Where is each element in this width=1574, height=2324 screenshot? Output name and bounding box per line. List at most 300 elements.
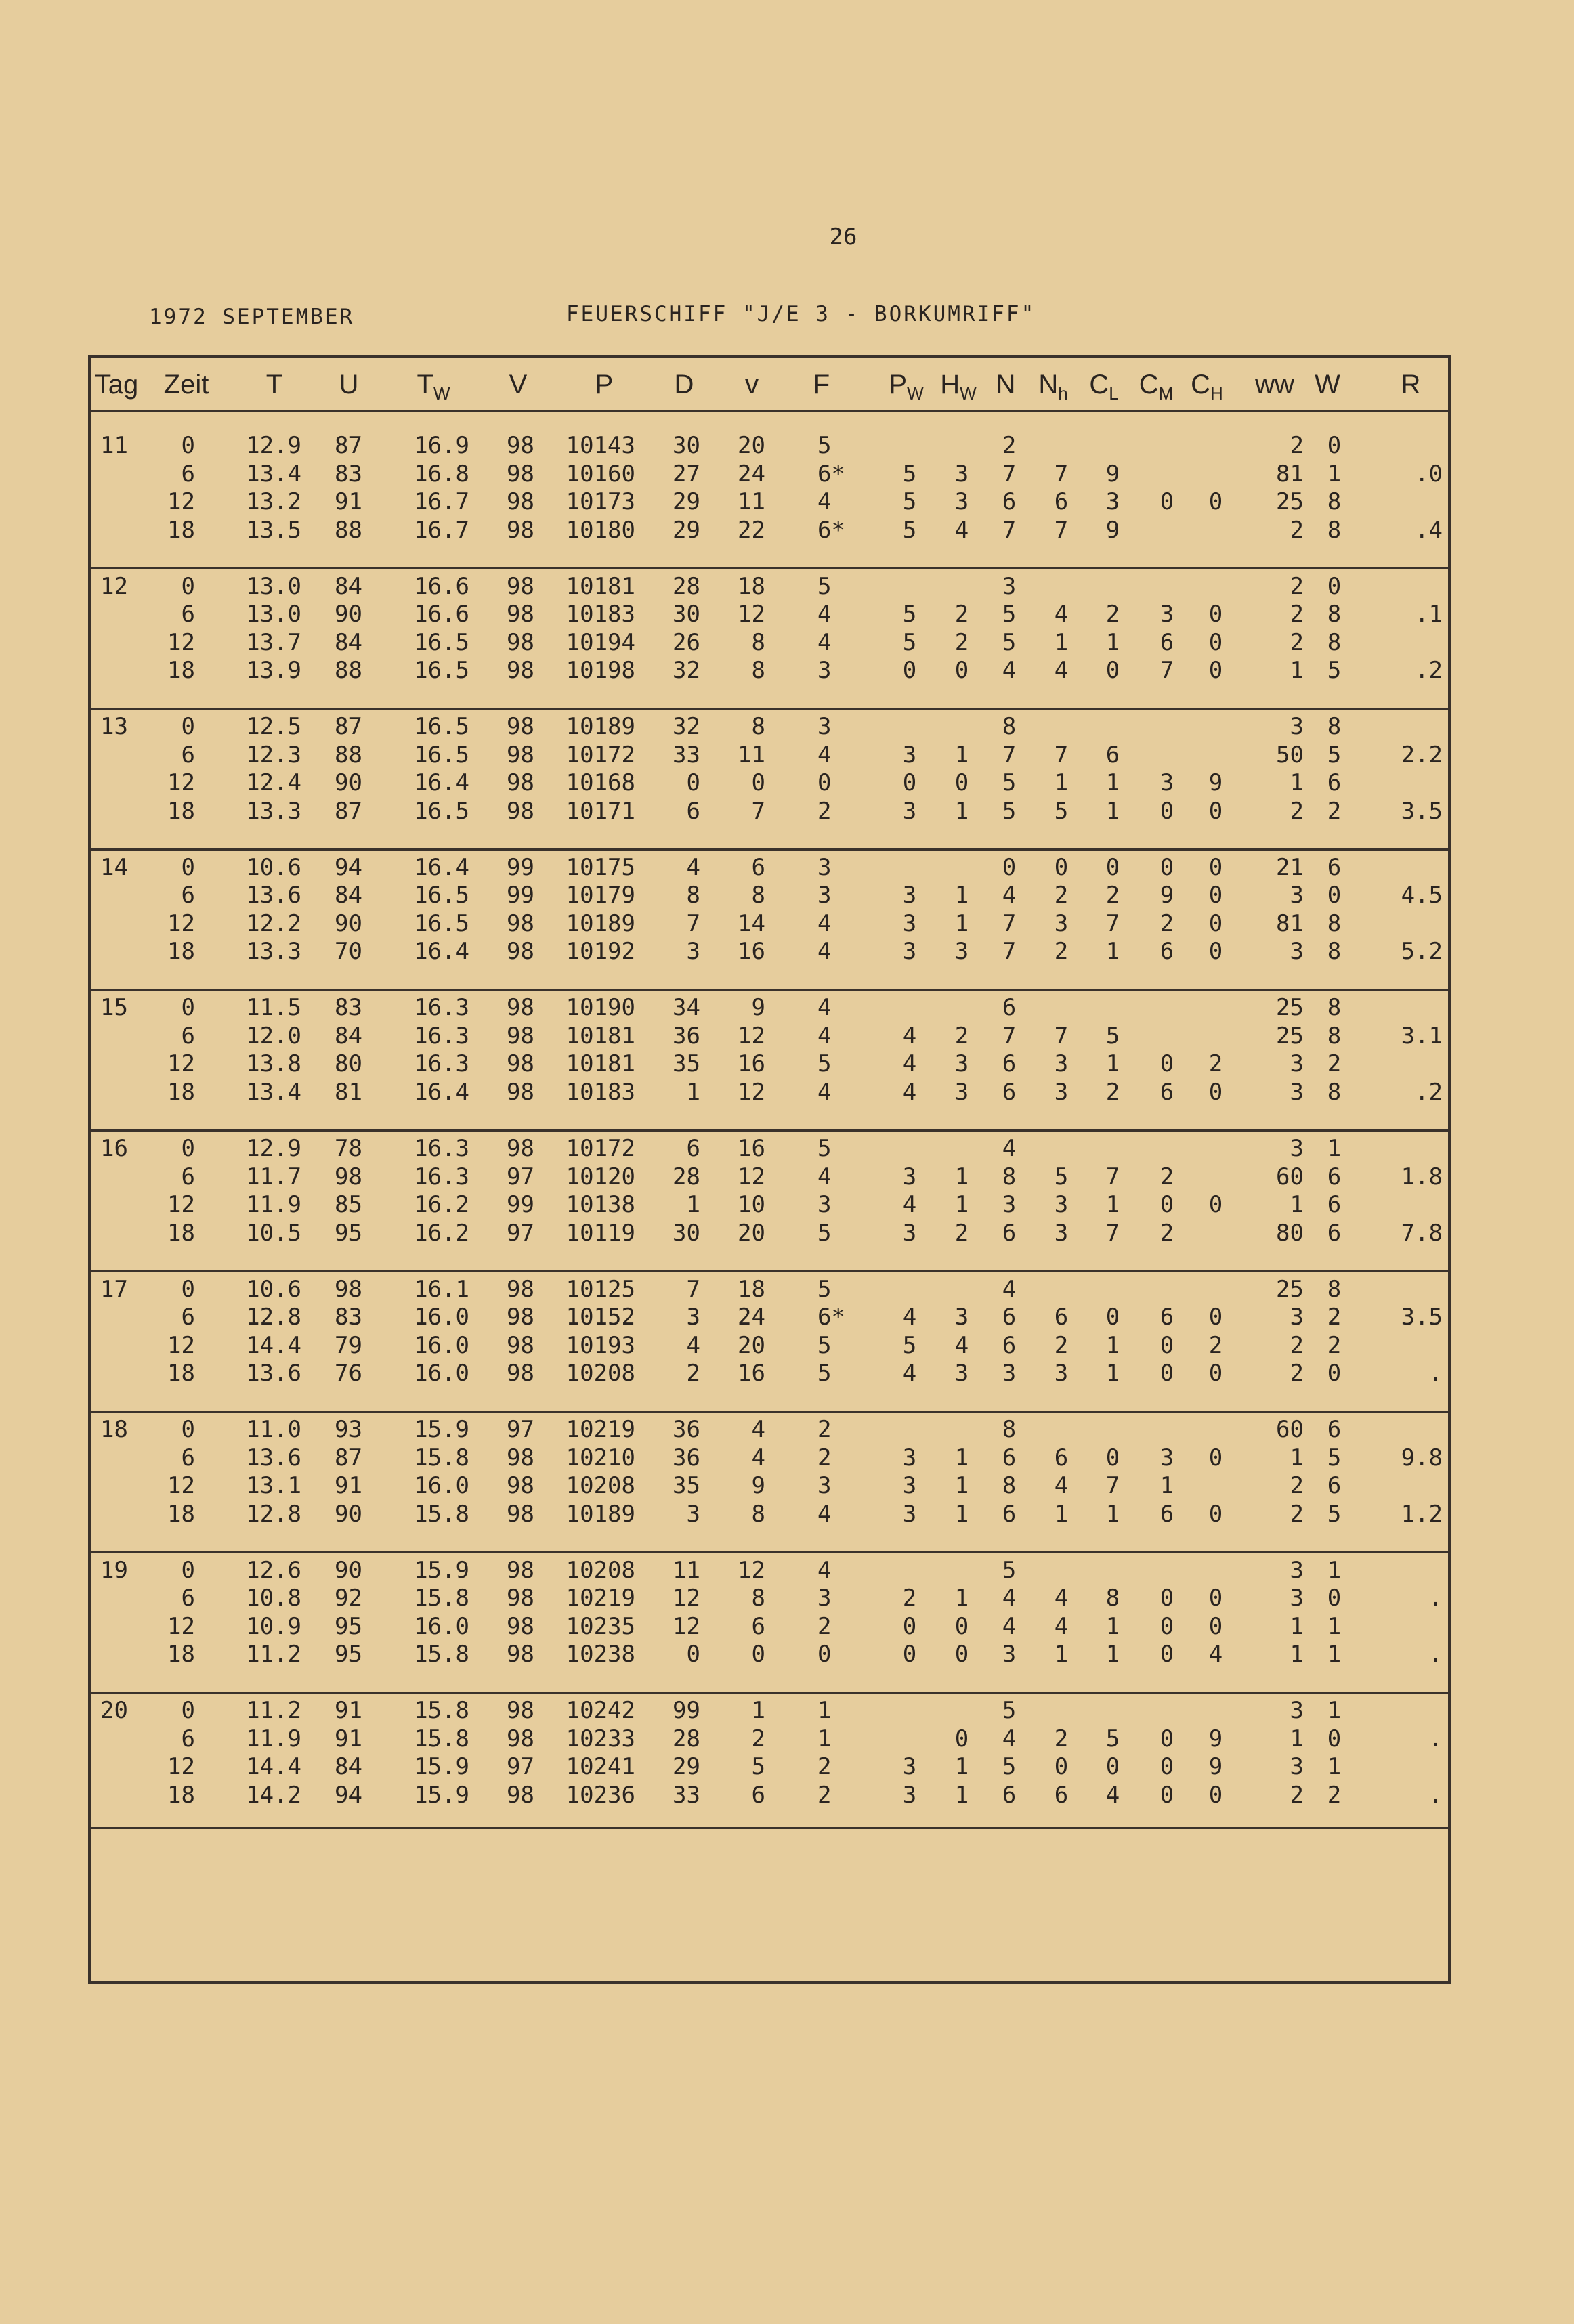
cell-w: 0 — [1327, 432, 1342, 459]
cell-hw: 0 — [954, 769, 969, 797]
cell-pw: 4 — [902, 1191, 917, 1218]
cell-pw: 4 — [902, 1304, 917, 1331]
cell-p: 10183 — [566, 601, 635, 628]
cell-hw: 1 — [954, 1191, 969, 1218]
col-nh: $N_h$ — [1038, 370, 1068, 404]
cell-u: 94 — [335, 1781, 362, 1809]
cell-u: 90 — [335, 909, 362, 937]
cell-f: 4 — [817, 994, 832, 1022]
cell-tw: 16.5 — [414, 882, 469, 909]
col-w: W — [1315, 370, 1340, 400]
cell-d: 36 — [673, 1416, 700, 1444]
cell-nh: 1 — [1054, 1641, 1069, 1669]
cell-p: 10120 — [566, 1163, 635, 1190]
cell-tw: 15.9 — [414, 1753, 469, 1781]
cell-ww: 2 — [1290, 1331, 1304, 1359]
cell-tw: 16.1 — [414, 1275, 469, 1303]
cell-vis: 99 — [507, 882, 534, 909]
cell-u: 95 — [335, 1219, 362, 1247]
cell-hw: 2 — [954, 1022, 969, 1050]
cell-nh: 1 — [1054, 1500, 1069, 1528]
cell-ch: 0 — [1208, 657, 1223, 685]
cell-w: 8 — [1327, 713, 1342, 741]
cell-ww: 3 — [1290, 938, 1304, 966]
cell-d: 29 — [673, 516, 700, 544]
cell-nh: 4 — [1054, 1472, 1069, 1500]
cell-hw: 1 — [954, 797, 969, 825]
cell-n: 7 — [1002, 938, 1017, 966]
cell-nh: 2 — [1054, 882, 1069, 909]
cell-tw: 16.3 — [414, 1050, 469, 1078]
cell-n: 6 — [1002, 1781, 1017, 1809]
cell-f: 4 — [817, 601, 832, 628]
col-t: T — [265, 370, 283, 400]
cell-vis: 98 — [507, 769, 534, 797]
cell-p: 10189 — [566, 1500, 635, 1528]
cell-vis: 98 — [507, 601, 534, 628]
cell-v: 12 — [738, 601, 765, 628]
cell-t: 12.9 — [246, 1135, 301, 1162]
cell-ch: 0 — [1208, 1781, 1223, 1809]
cell-p: 10193 — [566, 1331, 635, 1359]
cell-f: 3 — [817, 713, 832, 741]
cell-w: 5 — [1327, 1444, 1342, 1471]
cell-zeit: 18 — [167, 657, 195, 685]
cell-ch: 0 — [1208, 488, 1223, 515]
cell-w: 5 — [1327, 1500, 1342, 1528]
cell-w: 1 — [1327, 1697, 1342, 1725]
cell-t: 11.9 — [246, 1725, 301, 1752]
cell-ch: 9 — [1208, 1753, 1223, 1781]
cell-n: 6 — [1002, 994, 1017, 1022]
cell-f: 1 — [817, 1697, 832, 1725]
cell-vis: 98 — [507, 657, 534, 685]
cell-f: 4 — [817, 628, 832, 656]
cell-tw: 16.6 — [414, 572, 469, 600]
cell-r: . — [1428, 1585, 1443, 1612]
cell-ww: 25 — [1276, 1022, 1304, 1050]
cell-zeit: 18 — [167, 1078, 195, 1106]
cell-d: 7 — [686, 909, 700, 937]
cell-ch: 0 — [1208, 1585, 1223, 1612]
cell-vis: 97 — [507, 1219, 534, 1247]
cell-p: 10179 — [566, 882, 635, 909]
cell-cl: 0 — [1105, 853, 1120, 881]
cell-nh: 7 — [1054, 1022, 1069, 1050]
cell-ch: 4 — [1208, 1641, 1223, 1669]
cell-vis: 98 — [507, 1135, 534, 1162]
cell-vis: 97 — [507, 1163, 534, 1190]
cell-d: 28 — [673, 1163, 700, 1190]
cell-ww: 50 — [1276, 741, 1304, 769]
cell-zeit: 12 — [167, 909, 195, 937]
cell-cm: 2 — [1160, 1163, 1174, 1190]
cell-nh: 5 — [1054, 1163, 1069, 1190]
cell-v: 6 — [751, 1781, 765, 1809]
cell-nh: 5 — [1054, 797, 1069, 825]
cell-ww: 2 — [1290, 1472, 1304, 1500]
cell-zeit: 12 — [167, 1050, 195, 1078]
cell-cl: 7 — [1105, 1472, 1120, 1500]
cell-cl: 8 — [1105, 1585, 1120, 1612]
cell-pw: 3 — [902, 741, 917, 769]
col-v-speed: v — [745, 370, 759, 400]
cell-zeit: 18 — [167, 516, 195, 544]
cell-tw: 15.8 — [414, 1500, 469, 1528]
cell-hw: 1 — [954, 741, 969, 769]
cell-tw: 16.0 — [414, 1612, 469, 1640]
cell-nh: 7 — [1054, 516, 1069, 544]
cell-cl: 4 — [1105, 1781, 1120, 1809]
cell-u: 79 — [335, 1331, 362, 1359]
cell-pw: 5 — [902, 628, 917, 656]
cell-tw: 16.5 — [414, 628, 469, 656]
cell-tw: 16.5 — [414, 713, 469, 741]
cell-pw: 3 — [902, 1472, 917, 1500]
cell-tw: 16.0 — [414, 1360, 469, 1387]
cell-w: 8 — [1327, 1275, 1342, 1303]
cell-p: 10172 — [566, 1135, 635, 1162]
cell-zeit: 12 — [167, 1191, 195, 1218]
cell-ch: 0 — [1208, 1078, 1223, 1106]
cell-f: 5 — [817, 1219, 832, 1247]
cell-n: 6 — [1002, 1078, 1017, 1106]
cell-vis: 97 — [507, 1753, 534, 1781]
cell-tw: 15.8 — [414, 1641, 469, 1669]
cell-cm: 6 — [1160, 1078, 1174, 1106]
cell-u: 98 — [335, 1163, 362, 1190]
cell-t: 13.1 — [246, 1472, 301, 1500]
cell-cl: 2 — [1105, 601, 1120, 628]
cell-cm: 9 — [1160, 882, 1174, 909]
cell-cm: 2 — [1160, 909, 1174, 937]
header-year-month: 1972 SEPTEMBER — [149, 305, 355, 329]
cell-hw: 3 — [954, 1360, 969, 1387]
cell-zeit: 12 — [167, 1753, 195, 1781]
col-u: U — [339, 370, 359, 400]
cell-f: 0 — [817, 1641, 832, 1669]
cell-d: 0 — [686, 1641, 700, 1669]
cell-ww: 3 — [1290, 713, 1304, 741]
cell-f: 1 — [817, 1725, 832, 1752]
cell-d: 36 — [673, 1022, 700, 1050]
cell-v: 4 — [751, 1416, 765, 1444]
cell-pw: 3 — [902, 1753, 917, 1781]
cell-hw: 2 — [954, 628, 969, 656]
cell-p: 10143 — [566, 432, 635, 459]
cell-pw: 3 — [902, 909, 917, 937]
cell-zeit: 0 — [181, 1416, 195, 1444]
cell-u: 91 — [335, 488, 362, 515]
cell-hw: 0 — [954, 1612, 969, 1640]
cell-hw: 1 — [954, 1781, 969, 1809]
cell-pw: 3 — [902, 1500, 917, 1528]
cell-t: 11.0 — [246, 1416, 301, 1444]
cell-vis: 98 — [507, 1078, 534, 1106]
cell-cm: 6 — [1160, 1304, 1174, 1331]
cell-n: 4 — [1002, 1612, 1017, 1640]
cell-p: 10180 — [566, 516, 635, 544]
cell-cl: 1 — [1105, 628, 1120, 656]
day-label: 19 — [100, 1556, 128, 1584]
cell-nh: 6 — [1054, 1444, 1069, 1471]
cell-n: 3 — [1002, 1360, 1017, 1387]
cell-vis: 98 — [507, 713, 534, 741]
cell-v: 0 — [751, 1641, 765, 1669]
cell-cl: 6 — [1105, 741, 1120, 769]
cell-cm: 3 — [1160, 601, 1174, 628]
cell-n: 3 — [1002, 572, 1017, 600]
cell-v: 12 — [738, 1022, 765, 1050]
cell-t: 13.6 — [246, 882, 301, 909]
cell-vis: 98 — [507, 1612, 534, 1640]
cell-tw: 16.0 — [414, 1472, 469, 1500]
cell-vis: 99 — [507, 1191, 534, 1218]
cell-cm: 1 — [1160, 1472, 1174, 1500]
cell-cl: 2 — [1105, 1078, 1120, 1106]
cell-u: 90 — [335, 1556, 362, 1584]
cell-ch: 0 — [1208, 1500, 1223, 1528]
cell-v: 9 — [751, 994, 765, 1022]
cell-w: 6 — [1327, 1219, 1342, 1247]
cell-pw: 0 — [902, 1612, 917, 1640]
cell-n: 3 — [1002, 1191, 1017, 1218]
cell-zeit: 6 — [181, 1163, 195, 1190]
cell-v: 24 — [738, 460, 765, 488]
cell-ww: 3 — [1290, 882, 1304, 909]
cell-pw: 4 — [902, 1022, 917, 1050]
cell-t: 13.6 — [246, 1360, 301, 1387]
cell-w: 0 — [1327, 1725, 1342, 1752]
cell-w: 8 — [1327, 1078, 1342, 1106]
cell-pw: 4 — [902, 1078, 917, 1106]
cell-nh: 4 — [1054, 601, 1069, 628]
cell-f: 4 — [817, 938, 832, 966]
cell-d: 3 — [686, 1500, 700, 1528]
cell-v: 9 — [751, 1472, 765, 1500]
cell-t: 12.8 — [246, 1304, 301, 1331]
cell-cl: 0 — [1105, 657, 1120, 685]
cell-t: 13.0 — [246, 601, 301, 628]
cell-vis: 98 — [507, 1697, 534, 1725]
cell-vis: 98 — [507, 741, 534, 769]
header-title: FEUERSCHIFF "J/E 3 - BORKUMRIFF" — [566, 302, 1036, 326]
cell-v: 16 — [738, 938, 765, 966]
day-label: 11 — [100, 432, 128, 459]
cell-v: 8 — [751, 882, 765, 909]
cell-tw: 16.3 — [414, 994, 469, 1022]
cell-r: 3.5 — [1401, 797, 1443, 825]
cell-f: 6* — [817, 460, 845, 488]
cell-n: 4 — [1002, 882, 1017, 909]
cell-n: 5 — [1002, 1697, 1017, 1725]
cell-cl: 1 — [1105, 938, 1120, 966]
cell-hw: 1 — [954, 1585, 969, 1612]
cell-v: 12 — [738, 1078, 765, 1106]
cell-tw: 16.5 — [414, 741, 469, 769]
cell-w: 0 — [1327, 572, 1342, 600]
cell-pw: 3 — [902, 1219, 917, 1247]
day-separator — [91, 1692, 1448, 1694]
cell-cl: 7 — [1105, 909, 1120, 937]
cell-d: 6 — [686, 797, 700, 825]
cell-d: 12 — [673, 1585, 700, 1612]
cell-d: 4 — [686, 1331, 700, 1359]
day-label: 17 — [100, 1275, 128, 1303]
cell-t: 12.0 — [246, 1022, 301, 1050]
day-separator — [91, 848, 1448, 851]
cell-ww: 3 — [1290, 1697, 1304, 1725]
cell-w: 1 — [1327, 1612, 1342, 1640]
cell-cl: 1 — [1105, 1612, 1120, 1640]
cell-tw: 16.9 — [414, 432, 469, 459]
cell-r: . — [1428, 1781, 1443, 1809]
cell-d: 1 — [686, 1078, 700, 1106]
cell-p: 10183 — [566, 1078, 635, 1106]
cell-u: 91 — [335, 1697, 362, 1725]
cell-v: 8 — [751, 1500, 765, 1528]
cell-cl: 1 — [1105, 1050, 1120, 1078]
cell-f: 2 — [817, 1781, 832, 1809]
cell-n: 8 — [1002, 713, 1017, 741]
cell-w: 8 — [1327, 488, 1342, 515]
cell-tw: 15.8 — [414, 1444, 469, 1471]
cell-tw: 16.7 — [414, 516, 469, 544]
cell-vis: 98 — [507, 628, 534, 656]
cell-zeit: 12 — [167, 628, 195, 656]
cell-tw: 15.9 — [414, 1781, 469, 1809]
cell-t: 12.3 — [246, 741, 301, 769]
cell-vis: 98 — [507, 1444, 534, 1471]
cell-tw: 16.4 — [414, 853, 469, 881]
cell-v: 8 — [751, 628, 765, 656]
cell-nh: 2 — [1054, 1725, 1069, 1752]
cell-vis: 99 — [507, 853, 534, 881]
cell-vis: 98 — [507, 1304, 534, 1331]
cell-p: 10208 — [566, 1360, 635, 1387]
cell-t: 13.3 — [246, 938, 301, 966]
cell-zeit: 6 — [181, 1022, 195, 1050]
cell-hw: 0 — [954, 1725, 969, 1752]
cell-zeit: 0 — [181, 1697, 195, 1725]
cell-v: 7 — [751, 797, 765, 825]
cell-v: 11 — [738, 741, 765, 769]
cell-n: 6 — [1002, 1219, 1017, 1247]
cell-t: 14.4 — [246, 1753, 301, 1781]
cell-p: 10125 — [566, 1275, 635, 1303]
day-separator — [91, 989, 1448, 991]
cell-u: 83 — [335, 994, 362, 1022]
cell-w: 0 — [1327, 1585, 1342, 1612]
cell-d: 36 — [673, 1444, 700, 1471]
cell-u: 84 — [335, 1753, 362, 1781]
cell-cm: 7 — [1160, 657, 1174, 685]
cell-tw: 16.4 — [414, 1078, 469, 1106]
cell-n: 8 — [1002, 1416, 1017, 1444]
cell-ww: 2 — [1290, 1500, 1304, 1528]
cell-u: 87 — [335, 432, 362, 459]
cell-u: 87 — [335, 797, 362, 825]
cell-ww: 25 — [1276, 994, 1304, 1022]
cell-cm: 6 — [1160, 628, 1174, 656]
cell-hw: 3 — [954, 938, 969, 966]
cell-pw: 0 — [902, 1641, 917, 1669]
cell-d: 27 — [673, 460, 700, 488]
cell-hw: 1 — [954, 1500, 969, 1528]
day-label: 16 — [100, 1135, 128, 1162]
cell-r: 3.1 — [1401, 1022, 1443, 1050]
cell-f: 3 — [817, 657, 832, 685]
cell-w: 0 — [1327, 1360, 1342, 1387]
cell-cl: 0 — [1105, 1444, 1120, 1471]
cell-ww: 3 — [1290, 1078, 1304, 1106]
cell-d: 34 — [673, 994, 700, 1022]
cell-vis: 98 — [507, 460, 534, 488]
cell-nh: 7 — [1054, 460, 1069, 488]
cell-d: 26 — [673, 628, 700, 656]
cell-t: 10.5 — [246, 1219, 301, 1247]
cell-nh: 1 — [1054, 769, 1069, 797]
cell-tw: 16.3 — [414, 1022, 469, 1050]
cell-vis: 98 — [507, 1725, 534, 1752]
cell-nh: 6 — [1054, 1304, 1069, 1331]
table-end-rule — [91, 1827, 1448, 1829]
cell-u: 90 — [335, 601, 362, 628]
cell-d: 99 — [673, 1697, 700, 1725]
cell-w: 8 — [1327, 516, 1342, 544]
cell-w: 8 — [1327, 909, 1342, 937]
cell-zeit: 18 — [167, 1360, 195, 1387]
cell-u: 70 — [335, 938, 362, 966]
cell-tw: 16.4 — [414, 769, 469, 797]
cell-zeit: 6 — [181, 460, 195, 488]
cell-n: 7 — [1002, 909, 1017, 937]
cell-r: . — [1428, 1641, 1443, 1669]
cell-pw: 3 — [902, 938, 917, 966]
cell-cm: 6 — [1160, 938, 1174, 966]
cell-f: 4 — [817, 1500, 832, 1528]
cell-t: 11.2 — [246, 1697, 301, 1725]
cell-f: 4 — [817, 909, 832, 937]
cell-d: 32 — [673, 657, 700, 685]
cell-u: 84 — [335, 882, 362, 909]
cell-zeit: 12 — [167, 1331, 195, 1359]
cell-nh: 3 — [1054, 1360, 1069, 1387]
col-v-visibility: V — [509, 370, 528, 400]
cell-zeit: 18 — [167, 938, 195, 966]
cell-f: 2 — [817, 1612, 832, 1640]
day-label: 18 — [100, 1416, 128, 1444]
cell-d: 3 — [686, 1304, 700, 1331]
cell-zeit: 18 — [167, 797, 195, 825]
cell-d: 35 — [673, 1050, 700, 1078]
cell-tw: 16.7 — [414, 488, 469, 515]
cell-nh: 2 — [1054, 1331, 1069, 1359]
cell-tw: 16.5 — [414, 797, 469, 825]
cell-u: 81 — [335, 1078, 362, 1106]
cell-v: 6 — [751, 853, 765, 881]
cell-vis: 98 — [507, 572, 534, 600]
col-tw: $T_W$ — [417, 370, 450, 404]
cell-r: 2.2 — [1401, 741, 1443, 769]
cell-zeit: 6 — [181, 882, 195, 909]
cell-zeit: 6 — [181, 1444, 195, 1471]
cell-tw: 16.5 — [414, 909, 469, 937]
cell-v: 8 — [751, 657, 765, 685]
col-ww: ww — [1255, 370, 1294, 400]
cell-w: 1 — [1327, 1753, 1342, 1781]
cell-t: 11.5 — [246, 994, 301, 1022]
